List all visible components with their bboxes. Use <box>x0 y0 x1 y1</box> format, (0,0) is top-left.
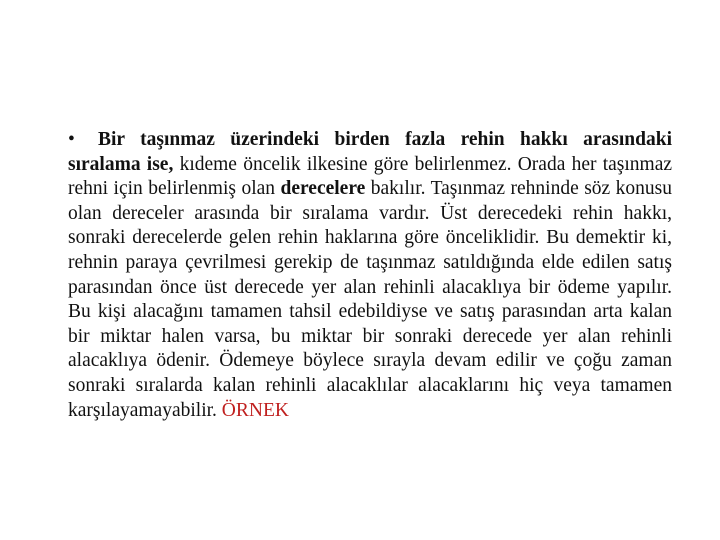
example-link[interactable]: ÖRNEK <box>221 399 289 421</box>
bold-lead-text: Bir taşınmaz üzerindeki birden fazla rehin hakkı arasındaki sıralama ise, <box>68 129 672 175</box>
bold-term: derecelere <box>280 178 366 200</box>
body-text-1: kıdeme öncelik ilkesine göre belirlenmez. Orada her taşınmaz rehni için belirlenmiş olan <box>68 153 673 200</box>
bullet-point: • <box>68 129 75 150</box>
body-paragraph <box>68 128 672 423</box>
body-text-2: bakılır. Taşınmaz rehninde söz konusu olan dereceler arasında bir sıralama vardır. Üst derecedeki rehin hakkı, sonraki derecelerde gelen rehin haklarına göre önceliklidir. Bu demektir ki, rehnin paraya çevrilmesi gerekip de taşınmaz satıldığında elde edilen satış parasından önce üst derecede yer alan rehinli alacaklıya bir ödeme yapılır. Bu kişi alacağını tamamen tahsil edebildiyse ve satış parasından arta kalan bir miktar halen varsa, bu miktar bir sonraki derecede yer alan rehinli alacaklıya ödenir. Ödemeye böylece sırayla devam edilir ve çoğu zaman sonraki sıralarda kalan rehinli alacaklılar alacaklarını hiç veya tamamen karşılayamayabilir. <box>68 178 672 421</box>
